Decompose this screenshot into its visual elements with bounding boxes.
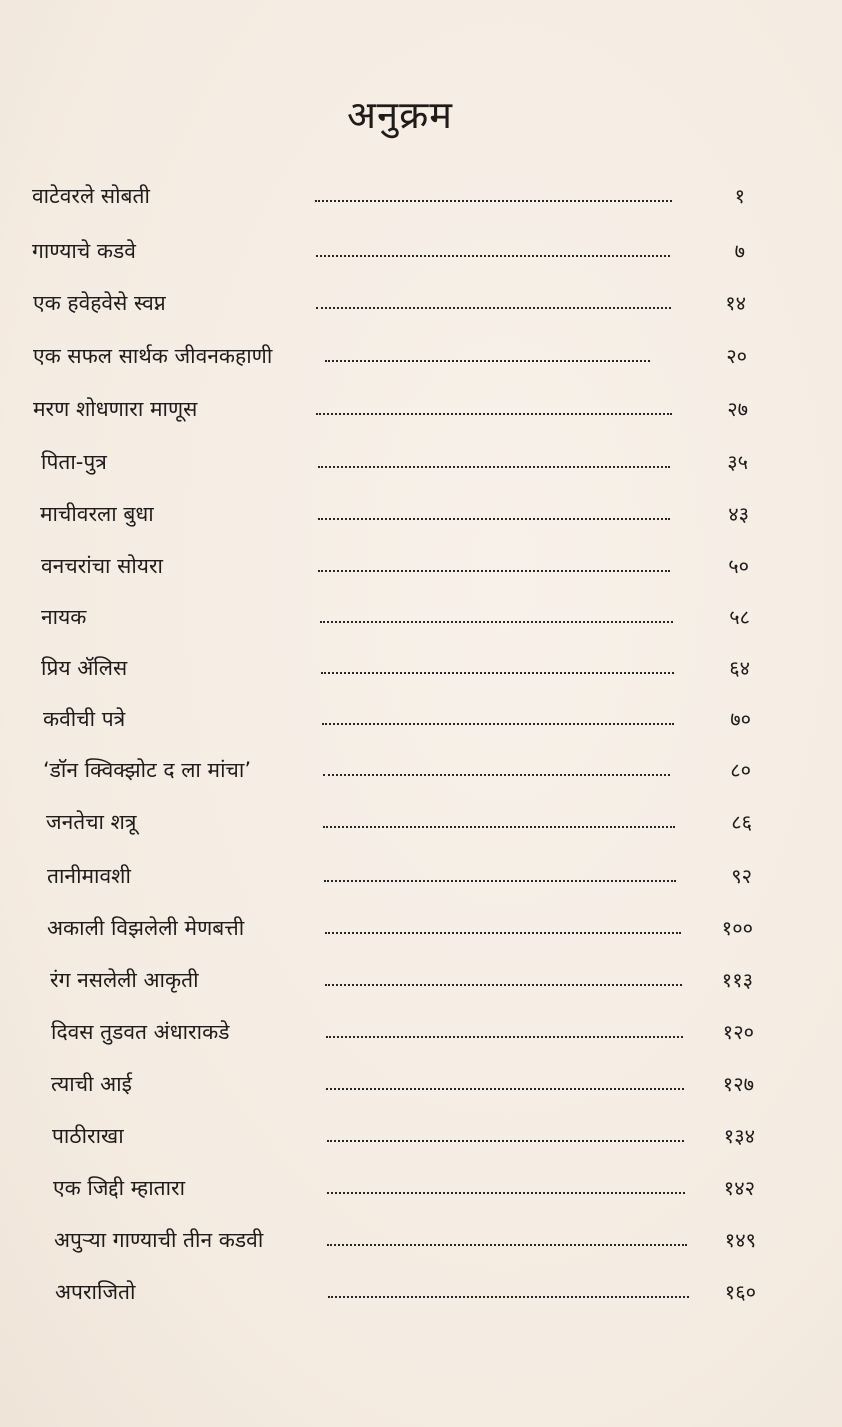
toc-entry-title: अकाली विझलेली मेणबत्ती bbox=[47, 916, 245, 940]
dot-leader bbox=[320, 621, 673, 623]
dot-leader bbox=[318, 518, 670, 520]
toc-entry-title: तानीमावशी bbox=[47, 864, 131, 888]
toc-entry-title: वाटेवरले सोबती bbox=[32, 184, 150, 208]
toc-entry-title: मरण शोधणारा माणूस bbox=[33, 397, 198, 421]
toc-entry-title: अपुऱ्या गाण्याची तीन कडवी bbox=[54, 1228, 264, 1252]
toc-entry-page-number: २० bbox=[726, 344, 747, 368]
dot-leader bbox=[318, 466, 670, 468]
toc-entry-title: माचीवरला बुधा bbox=[40, 502, 154, 526]
toc-entry-page-number: ८६ bbox=[731, 810, 752, 834]
toc-entry-page-number: १३४ bbox=[723, 1124, 755, 1148]
dot-leader bbox=[316, 413, 672, 415]
toc-entry bbox=[0, 699, 842, 739]
toc-entry bbox=[0, 283, 842, 323]
toc-entry-page-number: १२७ bbox=[722, 1072, 754, 1096]
dot-leader bbox=[321, 672, 674, 674]
toc-entry bbox=[0, 442, 842, 482]
toc-entry bbox=[0, 597, 842, 637]
toc-entry bbox=[0, 750, 842, 790]
toc-entry bbox=[0, 1064, 842, 1104]
toc-entry-page-number: १०० bbox=[721, 916, 753, 940]
toc-entry-title: नायक bbox=[41, 605, 87, 629]
toc-entry bbox=[0, 856, 842, 896]
toc-entry-page-number: १२० bbox=[722, 1020, 754, 1044]
toc-entry-page-number: ७० bbox=[730, 707, 751, 731]
toc-entry-page-number: १ bbox=[734, 184, 745, 208]
toc-entry-page-number: ११३ bbox=[721, 968, 753, 992]
toc-entry-title: वनचरांचा सोयरा bbox=[41, 554, 163, 578]
toc-entry-title: दिवस तुडवत अंधाराकडे bbox=[51, 1020, 230, 1044]
toc-entry-page-number: १४२ bbox=[723, 1176, 755, 1200]
dot-leader bbox=[323, 826, 675, 828]
toc-entry bbox=[0, 648, 842, 688]
page-title: अनुक्रम bbox=[346, 93, 454, 137]
toc-entry bbox=[0, 1220, 842, 1260]
toc-entry-page-number: ६४ bbox=[729, 656, 750, 680]
toc-entry-page-number: ५८ bbox=[729, 605, 750, 629]
toc-entry-page-number: ९२ bbox=[731, 864, 752, 888]
toc-entry bbox=[0, 1012, 842, 1052]
dot-leader bbox=[327, 1192, 685, 1194]
dot-leader bbox=[326, 1036, 683, 1038]
toc-entry-title: गाण्याचे कडवे bbox=[32, 239, 136, 263]
toc-entry bbox=[0, 1168, 842, 1208]
toc-entry-title: त्याची आई bbox=[51, 1072, 132, 1096]
toc-entry-title: एक जिद्दी म्हातारा bbox=[53, 1176, 186, 1200]
dot-leader bbox=[328, 1296, 689, 1298]
toc-entry-page-number: २७ bbox=[727, 397, 748, 421]
dot-leader bbox=[325, 932, 681, 934]
toc-entry bbox=[0, 960, 842, 1000]
toc-entry-page-number: १४ bbox=[725, 291, 746, 315]
toc-entry bbox=[0, 336, 842, 376]
toc-entry-page-number: ४३ bbox=[728, 502, 749, 526]
dot-leader bbox=[327, 1244, 687, 1246]
dot-leader bbox=[323, 774, 670, 776]
toc-entry bbox=[0, 494, 842, 534]
toc-entry bbox=[0, 1116, 842, 1156]
dot-leader bbox=[327, 1140, 684, 1142]
dot-leader bbox=[315, 200, 672, 202]
toc-entry-title: रंग नसलेली आकृती bbox=[50, 968, 199, 992]
toc-entry bbox=[0, 1272, 842, 1312]
toc-entry-page-number: ७ bbox=[734, 239, 745, 263]
dot-leader bbox=[326, 1088, 684, 1090]
toc-entry-title: अपराजितो bbox=[55, 1280, 136, 1304]
dot-leader bbox=[318, 570, 670, 572]
dot-leader bbox=[324, 880, 676, 882]
toc-entry-title: ‘डॉन क्विक्झोट द ला मांचा’ bbox=[43, 758, 251, 782]
toc-entry bbox=[0, 176, 842, 216]
toc-entry bbox=[0, 802, 842, 842]
toc-entry-page-number: ३५ bbox=[727, 450, 748, 474]
toc-entry-title: पाठीराखा bbox=[52, 1124, 124, 1148]
dot-leader bbox=[325, 984, 682, 986]
toc-entry bbox=[0, 231, 842, 271]
toc-entry-title: पिता-पुत्र bbox=[41, 450, 107, 474]
toc-entry-page-number: १६० bbox=[724, 1280, 756, 1304]
toc-entry bbox=[0, 546, 842, 586]
toc-entry-page-number: ५० bbox=[728, 554, 749, 578]
toc-entry-title: प्रिय ॲलिस bbox=[41, 656, 128, 680]
toc-entry-title: कवीची पत्रे bbox=[43, 707, 126, 731]
toc-entry-page-number: १४९ bbox=[724, 1228, 756, 1252]
toc-entry-page-number: ८० bbox=[730, 758, 751, 782]
dot-leader bbox=[325, 360, 650, 362]
toc-entry-title: एक सफल सार्थक जीवनकहाणी bbox=[33, 344, 273, 368]
toc-entry-title: जनतेचा शत्रू bbox=[46, 810, 137, 834]
toc-entry bbox=[0, 908, 842, 948]
dot-leader bbox=[316, 255, 670, 257]
toc-entry-title: एक हवेहवेसे स्वप्न bbox=[33, 291, 166, 315]
dot-leader bbox=[316, 307, 671, 309]
toc-entry bbox=[0, 389, 842, 429]
dot-leader bbox=[322, 723, 674, 725]
